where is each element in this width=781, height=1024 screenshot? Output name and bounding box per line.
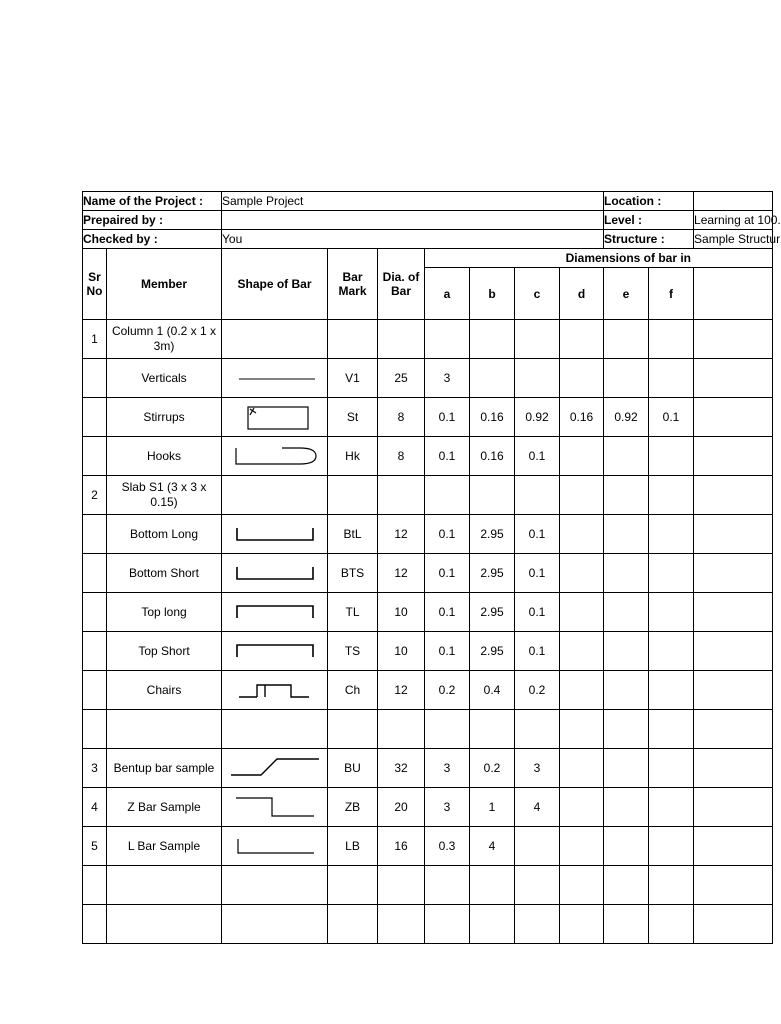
dim-d-cell[interactable] [560,827,604,866]
table-row [83,788,773,827]
dia-cell[interactable]: 12 [378,515,425,554]
dim-b-cell[interactable] [470,710,515,749]
col-header-f: f [649,268,694,320]
dim-a-cell[interactable]: 0.1 [425,398,470,437]
dim-b-cell[interactable] [470,905,515,944]
sr-no-cell[interactable] [83,632,107,671]
extra-cell[interactable] [694,398,773,437]
shape-cell[interactable] [222,827,328,866]
dim-d-cell[interactable] [560,749,604,788]
dim-a-cell[interactable]: 0.1 [425,632,470,671]
member-cell[interactable] [107,905,222,944]
dia-cell[interactable]: 12 [378,554,425,593]
table-row [83,632,773,671]
shape-cell[interactable] [222,320,328,359]
sr-no-cell[interactable] [83,905,107,944]
table-row [83,554,773,593]
dim-b-cell[interactable] [470,476,515,515]
member-cell[interactable]: Slab S1 (3 x 3 x 0.15) [107,476,222,515]
dim-a-cell[interactable]: 0.1 [425,437,470,476]
project-label: Name of the Project : [83,192,222,211]
dim-c-cell[interactable]: 0.92 [515,398,560,437]
extra-cell[interactable] [694,827,773,866]
dimensions-title-row [83,249,773,268]
sr-no-cell[interactable]: 1 [83,320,107,359]
bar-mark-cell[interactable]: TL [328,593,378,632]
table-row [83,827,773,866]
dimensions-title: Diamensions of bar in [565,251,691,265]
dim-e-cell[interactable] [604,554,649,593]
extra-cell[interactable] [694,554,773,593]
dim-e-cell[interactable]: 0.92 [604,398,649,437]
dim-e-cell[interactable] [604,710,649,749]
table-row [83,320,773,359]
dim-a-cell[interactable]: 0.1 [425,515,470,554]
dim-d-cell[interactable] [560,359,604,398]
bar-mark-cell[interactable]: Hk [328,437,378,476]
straight-icon [222,371,327,385]
bar-mark-cell[interactable]: TS [328,632,378,671]
dim-c-cell[interactable] [515,905,560,944]
bar-bending-schedule-table [82,191,781,944]
dim-c-cell[interactable]: 0.1 [515,515,560,554]
dim-d-cell[interactable] [560,866,604,905]
col-header-sr-no: Sr No [83,249,107,320]
dim-e-cell[interactable] [604,749,649,788]
member-cell[interactable]: Top long [107,593,222,632]
prepared-value[interactable] [222,211,604,230]
col-header-c: c [515,268,560,320]
col-header-shape: Shape of Bar [222,249,328,320]
dim-e-cell[interactable] [604,866,649,905]
extra-cell[interactable] [694,749,773,788]
dim-e-cell[interactable] [604,905,649,944]
member-cell[interactable]: Bottom Short [107,554,222,593]
dim-d-cell[interactable] [560,788,604,827]
extra-cell[interactable] [694,788,773,827]
dim-e-cell[interactable] [604,593,649,632]
dim-f-cell[interactable] [649,905,694,944]
dia-cell[interactable]: 8 [378,398,425,437]
shape-cell[interactable] [222,593,328,632]
bentup-icon [222,755,327,781]
member-cell[interactable]: Chairs [107,671,222,710]
header-row-checked [83,230,773,249]
stirrup-icon [222,403,327,431]
dim-c-cell[interactable]: 0.1 [515,632,560,671]
col-header-bar-mark: Bar Mark [328,249,378,320]
bar-mark-cell[interactable]: LB [328,827,378,866]
zbar-icon [222,794,327,820]
dim-b-cell[interactable]: 4 [470,827,515,866]
bar-mark-cell[interactable]: ZB [328,788,378,827]
dim-a-cell[interactable]: 0.1 [425,593,470,632]
dim-f-cell[interactable] [649,827,694,866]
sr-no-cell[interactable] [83,593,107,632]
dia-cell[interactable] [378,710,425,749]
u-up-icon [222,563,327,583]
header-row-project [83,192,773,211]
bar-mark-cell[interactable] [328,710,378,749]
dim-f-cell[interactable] [649,554,694,593]
sr-no-cell[interactable] [83,437,107,476]
table-row [83,593,773,632]
dim-e-cell[interactable] [604,788,649,827]
dim-d-cell[interactable]: 0.16 [560,398,604,437]
bar-mark-cell[interactable]: St [328,398,378,437]
shape-cell[interactable] [222,710,328,749]
dim-b-cell[interactable]: 0.2 [470,749,515,788]
member-cell[interactable]: Stirrups [107,398,222,437]
member-cell[interactable]: Hooks [107,437,222,476]
dim-f-cell[interactable] [649,476,694,515]
dim-e-cell[interactable] [604,827,649,866]
extra-cell[interactable] [694,359,773,398]
dia-cell[interactable]: 8 [378,437,425,476]
dim-c-cell[interactable] [515,359,560,398]
dim-c-cell[interactable] [515,866,560,905]
u-down-icon [222,641,327,661]
dim-f-cell[interactable] [649,710,694,749]
dim-e-cell[interactable] [604,359,649,398]
table-row [83,398,773,437]
dia-cell[interactable] [378,476,425,515]
col-header-member: Member [107,249,222,320]
dim-b-cell[interactable]: 1 [470,788,515,827]
shape-cell[interactable] [222,359,328,398]
dia-cell[interactable]: 12 [378,671,425,710]
table-row [83,749,773,788]
dim-c-cell[interactable]: 4 [515,788,560,827]
chair-icon [222,679,327,701]
dim-f-cell[interactable] [649,320,694,359]
shape-cell[interactable] [222,437,328,476]
dim-b-cell[interactable]: 2.95 [470,515,515,554]
checked-value[interactable]: You [222,230,604,249]
shape-cell[interactable] [222,632,328,671]
extra-cell[interactable] [694,476,773,515]
dim-b-cell[interactable]: 0.4 [470,671,515,710]
hook-icon [222,444,327,468]
table-row [83,710,773,749]
dim-e-cell[interactable] [604,476,649,515]
sr-no-cell[interactable]: 3 [83,749,107,788]
bar-mark-cell[interactable]: V1 [328,359,378,398]
shape-cell[interactable] [222,866,328,905]
dim-d-cell[interactable] [560,671,604,710]
shape-cell[interactable] [222,671,328,710]
bar-bending-schedule-sheet [82,191,781,941]
dim-d-cell[interactable] [560,593,604,632]
col-header-d: d [560,268,604,320]
member-cell[interactable]: Verticals [107,359,222,398]
dia-cell[interactable]: 20 [378,788,425,827]
shape-cell[interactable] [222,554,328,593]
u-down-icon [222,602,327,622]
level-value[interactable]: Learning at 100. [694,211,773,230]
col-header-extra [694,268,773,320]
dim-c-cell[interactable]: 3 [515,749,560,788]
dim-f-cell[interactable] [649,515,694,554]
dim-a-cell[interactable]: 3 [425,359,470,398]
dim-a-cell[interactable] [425,320,470,359]
extra-cell[interactable] [694,593,773,632]
dim-c-cell[interactable]: 0.1 [515,593,560,632]
table-row [83,905,773,944]
dim-f-cell[interactable] [649,671,694,710]
dia-cell[interactable] [378,905,425,944]
sr-no-cell[interactable] [83,359,107,398]
extra-cell[interactable] [694,632,773,671]
extra-cell[interactable] [694,710,773,749]
member-cell[interactable]: Column 1 (0.2 x 1 x 3m) [107,320,222,359]
sr-no-cell[interactable] [83,710,107,749]
dim-a-cell[interactable] [425,905,470,944]
col-header-e: e [604,268,649,320]
level-label: Level : [604,211,694,230]
sr-no-cell[interactable] [83,554,107,593]
prepared-label: Prepaired by : [83,211,222,230]
member-cell[interactable]: Z Bar Sample [107,788,222,827]
col-header-dia: Dia. of Bar [378,249,425,320]
dim-e-cell[interactable] [604,437,649,476]
sr-no-cell[interactable]: 5 [83,827,107,866]
member-cell[interactable] [107,866,222,905]
bar-mark-cell[interactable] [328,476,378,515]
dim-a-cell[interactable] [425,710,470,749]
dim-e-cell[interactable] [604,320,649,359]
project-value[interactable]: Sample Project [222,192,604,211]
sr-no-cell[interactable] [83,866,107,905]
shape-cell[interactable] [222,398,328,437]
bar-mark-cell[interactable]: BU [328,749,378,788]
extra-cell[interactable] [694,515,773,554]
table-row [83,515,773,554]
table-row [83,476,773,515]
member-cell[interactable]: Bottom Long [107,515,222,554]
extra-cell[interactable] [694,437,773,476]
dim-f-cell[interactable] [649,593,694,632]
lbar-icon [222,835,327,857]
dim-d-cell[interactable] [560,632,604,671]
dim-f-cell[interactable] [649,749,694,788]
structure-value[interactable]: Sample Structur [694,230,773,249]
dim-b-cell[interactable]: 0.16 [470,437,515,476]
dim-c-cell[interactable] [515,476,560,515]
dim-a-cell[interactable]: 3 [425,749,470,788]
dim-d-cell[interactable] [560,554,604,593]
dim-a-cell[interactable] [425,476,470,515]
dim-b-cell[interactable]: 0.16 [470,398,515,437]
header-row-prepared [83,211,773,230]
member-cell[interactable]: Bentup bar sample [107,749,222,788]
bar-mark-cell[interactable]: BTS [328,554,378,593]
shape-cell[interactable] [222,788,328,827]
sr-no-cell[interactable]: 2 [83,476,107,515]
member-cell[interactable] [107,710,222,749]
dim-b-cell[interactable] [470,359,515,398]
dim-b-cell[interactable]: 2.95 [470,554,515,593]
dim-b-cell[interactable] [470,866,515,905]
dim-e-cell[interactable] [604,671,649,710]
shape-cell[interactable] [222,749,328,788]
dim-a-cell[interactable]: 0.3 [425,827,470,866]
col-header-b: b [470,268,515,320]
bar-mark-cell[interactable] [328,866,378,905]
table-row [83,671,773,710]
bar-mark-cell[interactable]: BtL [328,515,378,554]
dim-d-cell[interactable] [560,710,604,749]
table-row [83,359,773,398]
dim-c-cell[interactable]: 0.1 [515,437,560,476]
dim-a-cell[interactable]: 0.2 [425,671,470,710]
shape-cell[interactable] [222,476,328,515]
sr-no-cell[interactable] [83,671,107,710]
dim-a-cell[interactable]: 0.1 [425,554,470,593]
dia-cell[interactable]: 25 [378,359,425,398]
dim-b-cell[interactable] [470,320,515,359]
dim-e-cell[interactable] [604,515,649,554]
dim-d-cell[interactable] [560,437,604,476]
dim-c-cell[interactable] [515,710,560,749]
bar-mark-cell[interactable]: Ch [328,671,378,710]
col-header-a: a [425,268,470,320]
dim-b-cell[interactable]: 2.95 [470,593,515,632]
dim-d-cell[interactable] [560,476,604,515]
dim-f-cell[interactable] [649,866,694,905]
dia-cell[interactable] [378,866,425,905]
extra-cell[interactable] [694,671,773,710]
u-up-icon [222,524,327,544]
dia-cell[interactable]: 16 [378,827,425,866]
checked-label: Checked by : [83,230,222,249]
dia-cell[interactable]: 32 [378,749,425,788]
sr-no-cell[interactable]: 4 [83,788,107,827]
bar-mark-cell[interactable] [328,320,378,359]
shape-cell[interactable] [222,905,328,944]
shape-cell[interactable] [222,515,328,554]
dim-a-cell[interactable]: 3 [425,788,470,827]
sr-no-cell[interactable] [83,398,107,437]
dim-f-cell[interactable] [649,788,694,827]
dim-d-cell[interactable] [560,515,604,554]
dim-c-cell[interactable]: 0.2 [515,671,560,710]
location-label: Location : [604,192,694,211]
dia-cell[interactable] [378,320,425,359]
extra-cell[interactable] [694,866,773,905]
dim-c-cell[interactable]: 0.1 [515,554,560,593]
dim-f-cell[interactable] [649,359,694,398]
extra-cell[interactable] [694,905,773,944]
member-cell[interactable]: L Bar Sample [107,827,222,866]
dim-f-cell[interactable] [649,437,694,476]
table-row [83,866,773,905]
dim-a-cell[interactable] [425,866,470,905]
dim-b-cell[interactable]: 2.95 [470,632,515,671]
dim-f-cell[interactable]: 0.1 [649,398,694,437]
member-cell[interactable]: Top Short [107,632,222,671]
dim-d-cell[interactable] [560,320,604,359]
dim-f-cell[interactable] [649,632,694,671]
dia-cell[interactable]: 10 [378,593,425,632]
location-value[interactable] [694,192,773,211]
dim-d-cell[interactable] [560,905,604,944]
extra-cell[interactable] [694,320,773,359]
dim-e-cell[interactable] [604,632,649,671]
sr-no-cell[interactable] [83,515,107,554]
structure-label: Structure : [604,230,694,249]
dim-c-cell[interactable] [515,320,560,359]
dia-cell[interactable]: 10 [378,632,425,671]
dim-c-cell[interactable] [515,827,560,866]
bar-mark-cell[interactable] [328,905,378,944]
table-row [83,437,773,476]
